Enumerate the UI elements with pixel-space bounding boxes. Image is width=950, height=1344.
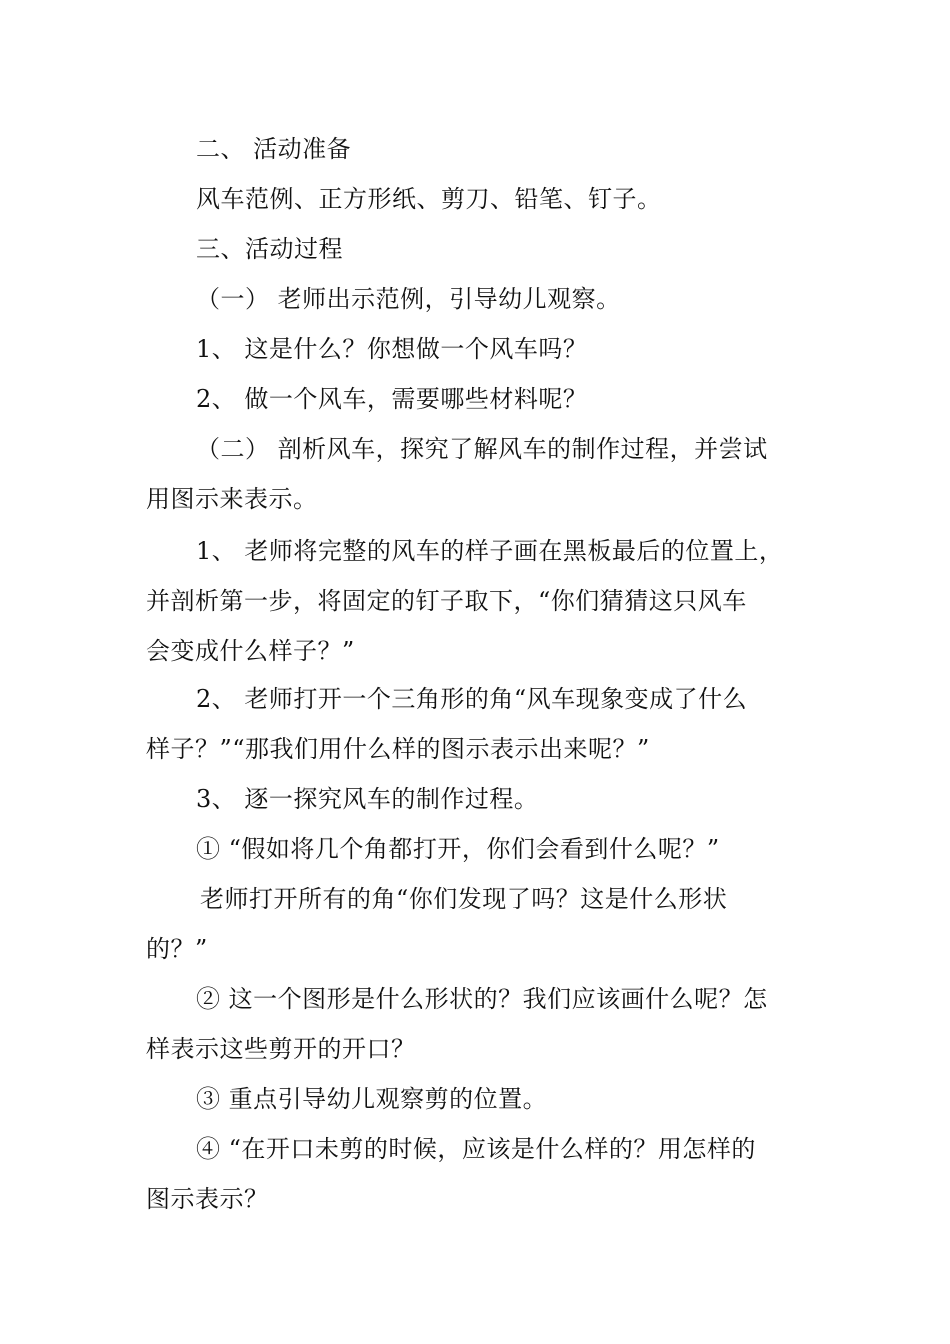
item-circled-1-cont: 的？” [146, 935, 208, 963]
process-step-1: 1、 老师将完整的风车的样子画在黑板最后的位置上， [196, 537, 784, 565]
item-circled-4-cont: 图示表示？ [146, 1185, 269, 1213]
step-1-question: 1、 这是什么？你想做一个风车吗？ [196, 335, 588, 363]
process-step-2: 2、 老师打开一个三角形的角“风车现象变成了什么 [196, 685, 748, 713]
item-circled-1-teacher: 老师打开所有的角“你们发现了吗？这是什么形状 [200, 885, 728, 913]
item-circled-2: ② 这一个图形是什么形状的？我们应该画什么呢？怎 [196, 985, 768, 1013]
item-circled-3: ③ 重点引导幼儿观察剪的位置。 [196, 1085, 548, 1113]
process-step-3: 3、 逐一探究风车的制作过程。 [196, 785, 539, 813]
process-step-1-cont: 并剖析第一步，将固定的钉子取下，“你们猜猜这只风车 [146, 587, 747, 615]
section-heading-process: 三、活动过程 [196, 235, 343, 263]
subsection-two: （二） 剖析风车，探究了解风车的制作过程，并尝试 [196, 435, 768, 463]
item-circled-1: ① “假如将几个角都打开，你们会看到什么呢？” [196, 835, 720, 863]
process-step-1-cont2: 会变成什么样子？” [146, 637, 355, 665]
item-circled-4: ④ “在开口未剪的时候，应该是什么样的？用怎样的 [196, 1135, 756, 1163]
section-heading-preparation: 二、 活动准备 [196, 135, 352, 163]
item-circled-2-cont: 样表示这些剪开的开口？ [146, 1035, 416, 1063]
materials-list: 风车范例、正方形纸、剪刀、铅笔、钉子。 [196, 185, 662, 213]
process-step-2-cont: 样子？”“那我们用什么样的图示表示出来呢？” [146, 735, 650, 763]
subsection-one: （一） 老师出示范例，引导幼儿观察。 [196, 285, 621, 313]
step-2-question: 2、 做一个风车，需要哪些材料呢？ [196, 385, 588, 413]
subsection-two-cont: 用图示来表示。 [146, 485, 318, 513]
